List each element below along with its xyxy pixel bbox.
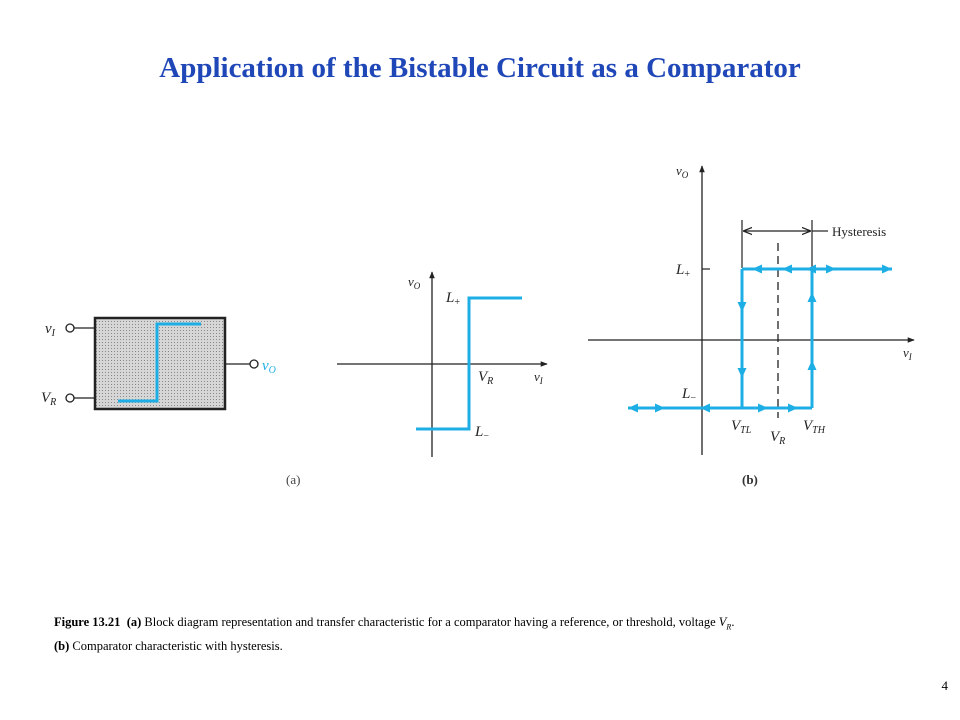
plot-b-reference-label: $V_R$ xyxy=(770,429,786,447)
figure-caption xyxy=(54,613,914,656)
caption-text-a: Block diagram representation and transfer characteristic for a comparator having a reference, or threshold, voltage xyxy=(144,615,716,629)
input-vr-terminal xyxy=(66,394,74,402)
caption-figure-number: Figure 13.21 xyxy=(54,615,121,629)
plot-b-x-axis-label: $v_I$ xyxy=(903,345,912,362)
plot-b-high-level-label: $L_+$ xyxy=(676,262,690,280)
comparator-block xyxy=(95,318,225,409)
high-branch-arrow-right xyxy=(882,265,892,274)
input-vr-label: $V_R$ xyxy=(41,390,57,408)
input-vi-terminal xyxy=(66,324,74,332)
plot-a-y-axis-label: $v_O$ xyxy=(408,274,421,291)
hysteresis-label: Hysteresis xyxy=(832,224,887,239)
low-branch-arrow-right xyxy=(758,404,768,413)
falling-edge-arrow xyxy=(738,368,747,378)
plot-a-low-level-label: $L_-$ xyxy=(475,424,489,442)
high-branch-arrow-left xyxy=(782,265,792,274)
high-branch-arrow-left xyxy=(752,265,762,274)
high-branch-arrow-right xyxy=(826,265,836,274)
input-vi-label: $v_I$ xyxy=(45,321,56,339)
output-vo-label: $v_O$ xyxy=(262,358,276,376)
hysteresis-plot xyxy=(588,163,914,455)
low-branch-arrow-right xyxy=(788,404,798,413)
plot-a-threshold-label: $V_R$ xyxy=(478,369,494,387)
output-vo-terminal xyxy=(250,360,258,368)
caption-line-2 xyxy=(54,637,914,656)
rising-edge-arrow xyxy=(808,292,817,302)
page-number: 4 xyxy=(941,678,948,693)
comparator-block-diagram xyxy=(41,318,276,409)
falling-edge-arrow xyxy=(738,302,747,312)
hysteresis-direction-arrows xyxy=(628,265,892,413)
caption-line-end: . xyxy=(731,615,735,629)
caption-symbol: $V_R$ xyxy=(718,615,732,632)
caption-part-b: (b) xyxy=(54,638,70,653)
rising-edge-arrow xyxy=(808,360,817,370)
comparator-transfer-plot xyxy=(337,272,547,457)
low-branch-arrow-right xyxy=(655,404,665,413)
caption-text-b: Comparator characteristic with hysteresis. xyxy=(72,638,283,653)
plot-b-lower-threshold-label: $V_{TL}$ xyxy=(731,418,752,436)
plot-b-low-level-label: $L_-$ xyxy=(682,386,696,404)
low-branch-arrow-left xyxy=(628,404,638,413)
caption-line-1 xyxy=(54,613,914,637)
plot-a-high-level-label: $L_+$ xyxy=(446,290,460,308)
plot-a-x-axis-label: $v_I$ xyxy=(534,369,543,386)
slide-title: Application of the Bistable Circuit as a Comparator xyxy=(159,52,801,84)
figure-a-label: (a) xyxy=(286,472,301,487)
caption-part-a: (a) xyxy=(126,615,142,629)
hysteresis-loop xyxy=(628,269,892,408)
plot-b-upper-threshold-label: $V_{TH}$ xyxy=(803,418,825,436)
plot-b-y-axis-label: $v_O$ xyxy=(676,163,689,180)
figure-b-label: (b) xyxy=(742,472,758,487)
